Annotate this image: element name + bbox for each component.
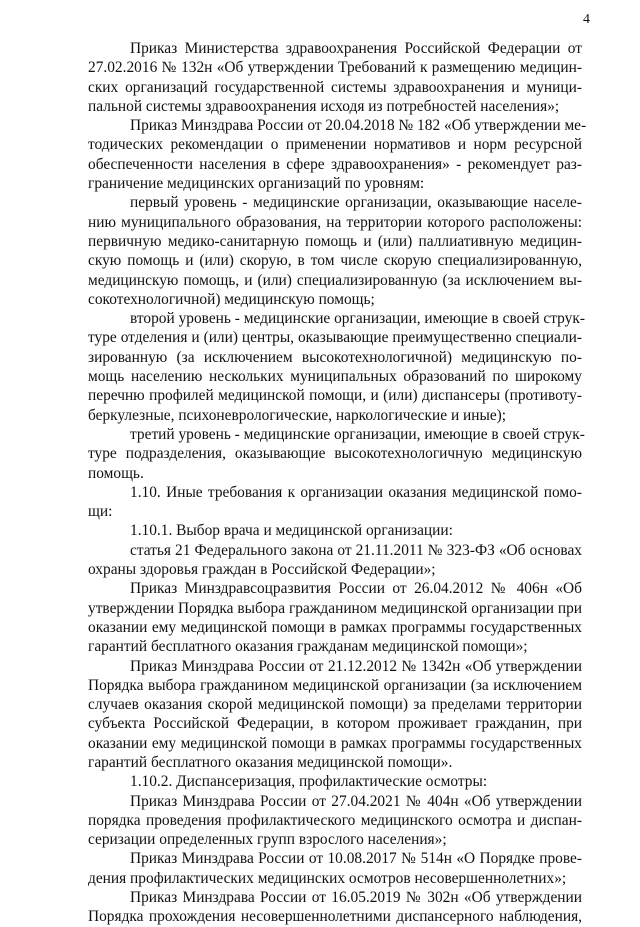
text-line: второй уровень - медицинские организации, имеющие в своей струк- bbox=[130, 310, 585, 328]
text-line: статья 21 Федерального закона от 21.11.2011 № 323-ФЗ «Об основах bbox=[130, 541, 582, 559]
text-line: пальной системы здравоохранения исходя из потребностей населения»; bbox=[88, 97, 560, 115]
text-line: туре подразделения, оказывающие высокотехнологичную медицинскую bbox=[88, 445, 582, 463]
text-line: мощь населению нескольких муниципальных образований по широкому bbox=[88, 368, 582, 386]
text-line: щи: bbox=[88, 503, 113, 521]
text-line: 1.10.2. Диспансеризация, профилактические осмотры: bbox=[130, 773, 488, 791]
text-line: гарантий бесплатного оказания гражданам медицинской помощи»; bbox=[88, 638, 528, 656]
text-line: Приказ Минздрава России от 21.12.2012 № 1342н «Об утверждении bbox=[130, 657, 582, 675]
text-line: 1.10. Иные требования к организации оказания медицинской помо- bbox=[130, 483, 582, 501]
text-line: тодических рекомендации о применении нормативов и норм ресурсной bbox=[88, 136, 582, 154]
text-line: случаев оказания скорой медицинской помощи) за пределами территории bbox=[88, 696, 582, 714]
text-line: Приказ Минздравсоцразвития России от 26.04.2012 № 406н «Об bbox=[130, 580, 582, 598]
text-line: порядка проведения профилактического медицинского осмотра и диспан- bbox=[88, 811, 582, 829]
text-line: туре отделения и (или) центры, оказывающие преимущественно специали- bbox=[88, 329, 582, 347]
text-line: граничение медицинских организаций по уровням: bbox=[88, 175, 425, 193]
text-line: Приказ Минздрава России от 10.08.2017 № 514н «О Порядке прове- bbox=[130, 850, 582, 868]
text-line: 1.10.1. Выбор врача и медицинской организации: bbox=[130, 522, 453, 540]
text-line: гарантий бесплатного оказания медицинской помощи». bbox=[88, 753, 453, 771]
text-line: охраны здоровья граждан в Российской Федерации»; bbox=[88, 561, 436, 579]
text-line: перечню профилей медицинской помощи, и (или) диспансеры (противоту- bbox=[88, 387, 582, 405]
text-line: оказании ему медицинской помощи в рамках программы государственных bbox=[88, 734, 582, 752]
text-line: медицинскую помощь, и (или) специализированную (за исключением вы- bbox=[88, 271, 582, 289]
text-line: 27.02.2016 № 132н «Об утверждении Требований к размещению медицин- bbox=[88, 59, 582, 77]
text-line: помощь. bbox=[88, 464, 144, 482]
text-line: зированную (за исключением высокотехнологичной) медицинскую по- bbox=[88, 348, 582, 366]
text-line: первый уровень - медицинские организации, оказывающие населе- bbox=[130, 194, 582, 212]
text-line: третий уровень - медицинские организации, имеющие в своей струк- bbox=[130, 425, 585, 443]
text-line: серизации определенных групп взрослого населения»; bbox=[88, 831, 447, 849]
text-line: Приказ Минздрава России от 27.04.2021 № 404н «Об утверждении bbox=[130, 792, 582, 810]
text-line: Порядка выбора гражданином медицинской организации (за исключением bbox=[88, 676, 582, 694]
text-line: нию муниципального образования, на территории которого расположены: bbox=[88, 213, 582, 231]
text-line: оказании ему медицинской помощи в рамках программы государственных bbox=[88, 618, 582, 636]
text-line: беркулезные, психоневрологические, наркологические и иные); bbox=[88, 406, 507, 424]
text-line: Порядка прохождения несовершеннолетними диспансерного наблюдения, bbox=[88, 908, 582, 926]
page-number: 4 bbox=[583, 12, 590, 27]
body-text bbox=[88, 39, 587, 927]
text-line: скую помощь и (или) скорую, в том числе скорую специализированную, bbox=[88, 252, 582, 270]
text-line: Приказ Министерства здравоохранения Российской Федерации от bbox=[130, 40, 582, 57]
text-line: первичную медико-санитарную помощь и (или) паллиативную медицин- bbox=[88, 232, 582, 250]
text-line: субъекта Российской Федерации, в котором проживает гражданин, при bbox=[88, 715, 582, 733]
text-line: обеспеченности населения в сфере здравоохранения» - рекомендует раз- bbox=[88, 155, 582, 173]
text-line: ских организаций государственной системы здравоохранения и муници- bbox=[88, 78, 582, 96]
text-line: Приказ Минздрава России от 16.05.2019 № 302н «Об утверждении bbox=[130, 889, 582, 907]
text-line: дения профилактических медицинских осмотров несовершеннолетних»; bbox=[88, 869, 567, 887]
text-line: сокотехнологичной) медицинскую помощь; bbox=[88, 290, 375, 308]
text-line: утверждении Порядка выбора гражданином медицинской организации при bbox=[88, 599, 582, 617]
text-line: Приказ Минздрава России от 20.04.2018 № 182 «Об утверждении ме- bbox=[130, 117, 587, 135]
